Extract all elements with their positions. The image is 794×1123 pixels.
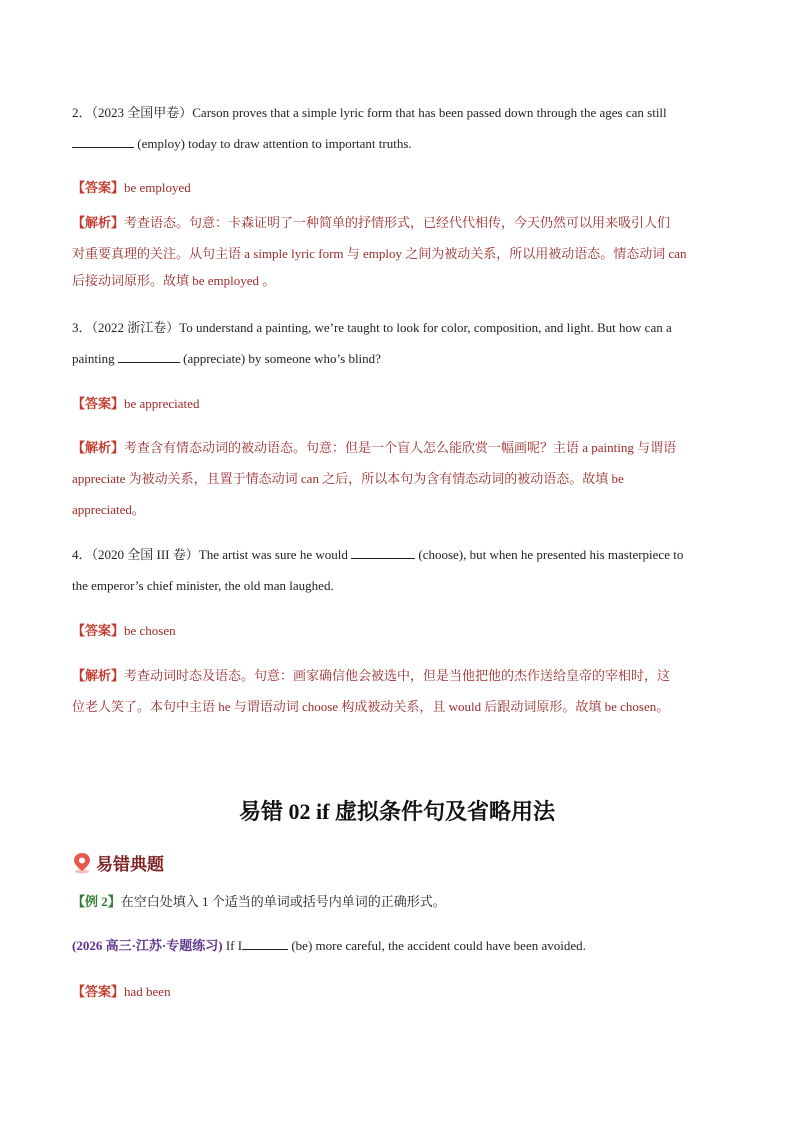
answer-text: be appreciated	[124, 396, 200, 411]
example-text: (be) more careful, the accident could have been avoided.	[291, 938, 586, 953]
answer-tag: 【答案】	[72, 180, 125, 195]
analysis-line-2: 对重要真理的关注。从句主语 a simple lyric form 与 employ 之间为被动关系，所以用被动语态。情态动词 can	[72, 246, 687, 261]
analysis-text: 考查语态。句意：卡森证明了一种简单的抒情形式，已经代代相传，今天仍然可以用来吸引人们	[124, 215, 671, 230]
analysis-line-1	[72, 660, 722, 691]
analysis-line-1	[72, 207, 722, 238]
answer-blank	[72, 134, 134, 148]
example-tag: 【例 2】	[72, 894, 121, 909]
question-text: Carson proves that a simple lyric form that has been passed down through the ages can still	[192, 105, 667, 120]
analysis-line-3: appreciated。	[72, 502, 145, 517]
answer-text: be employed	[124, 180, 191, 195]
question-text: The artist was sure he would	[198, 547, 348, 562]
question-source: 4．（2020 全国 III 卷）	[72, 547, 199, 562]
question-text: To understand a painting, we’re taught to look for color, composition, and light. But how can a	[179, 320, 672, 335]
question-source: 2．（2023 全国甲卷）	[72, 105, 193, 120]
question-3-line-1	[72, 312, 722, 343]
analysis-text: 考查动词时态及语态。句意：画家确信他会被选中，但是当他把他的杰作送给皇帝的宰相时，这	[124, 668, 671, 683]
question-4-line-2: the emperor’s chief minister, the old man laughed.	[72, 578, 334, 593]
location-pin-icon	[72, 852, 92, 874]
answer-line	[72, 615, 722, 646]
example-text: If I	[225, 938, 243, 953]
answer-blank	[118, 349, 180, 363]
answer-tag: 【答案】	[72, 984, 125, 999]
question-text: (appreciate) by someone who’s blind?	[183, 351, 381, 366]
answer-blank	[242, 936, 288, 950]
example-source: (2026 高三·江苏·专题练习)	[72, 938, 223, 953]
question-3-line-2	[72, 343, 722, 374]
analysis-line-2: 位老人笑了。本句中主语 he 与谓语动词 choose 构成被动关系，且 would 后跟动词原形。故填 be chosen。	[72, 699, 670, 714]
answer-tag: 【答案】	[72, 396, 125, 411]
analysis-tag: 【解析】	[72, 215, 125, 230]
question-2-line-1	[72, 97, 722, 128]
answer-line	[72, 172, 722, 203]
question-text: painting	[72, 351, 115, 366]
analysis-tag: 【解析】	[72, 668, 125, 683]
answer-text: had been	[124, 984, 171, 999]
heading-text: 易错典题	[96, 855, 164, 874]
question-source: 3．（2022 浙江卷）	[72, 320, 180, 335]
analysis-line-2: appreciate 为被动关系，且置于情态动词 can 之后，所以本句为含有情态动词的被动语态。故填 be	[72, 471, 624, 486]
question-text: (employ) today to draw attention to important truths.	[137, 136, 412, 151]
answer-text: be chosen	[124, 623, 176, 638]
analysis-line-1	[72, 432, 722, 463]
answer-tag: 【答案】	[72, 623, 125, 638]
question-text: (choose), but when he presented his masterpiece to	[418, 547, 684, 562]
analysis-text: 考查含有情态动词的被动语态。句意：但是一个盲人怎么能欣赏一幅画呢？主语 a painting 与谓语	[124, 440, 677, 455]
analysis-line-3: 后接动词原形。故填 be employed 。	[72, 273, 276, 288]
answer-line	[72, 388, 722, 419]
answer-line	[72, 976, 722, 1007]
question-4-line-1	[72, 539, 722, 570]
section-title: 易错 02 if 虚拟条件句及省略用法	[239, 799, 555, 824]
answer-blank	[351, 545, 415, 559]
section-heading	[72, 850, 164, 875]
example-instruction-line	[72, 886, 722, 917]
example-instruction: 在空白处填入 1 个适当的单词或括号内单词的正确形式。	[120, 894, 446, 909]
analysis-tag: 【解析】	[72, 440, 125, 455]
example-question-line	[72, 930, 722, 961]
question-2-line-2	[72, 128, 722, 159]
